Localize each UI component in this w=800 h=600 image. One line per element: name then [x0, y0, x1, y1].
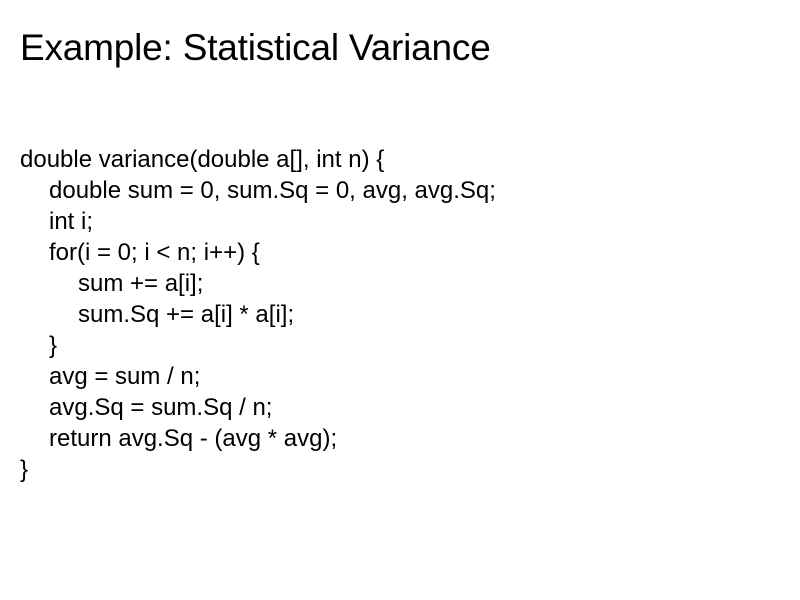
- code-line-declarations: double sum = 0, sum.Sq = 0, avg, avg.Sq;: [49, 177, 496, 204]
- code-line-sumsq-accumulate: sum.Sq += a[i] * a[i];: [78, 301, 295, 328]
- code-line-function-close: }: [20, 456, 29, 483]
- code-line-avgsq: avg.Sq = sum.Sq / n;: [49, 394, 273, 421]
- code-line-return: return avg.Sq - (avg * avg);: [49, 425, 338, 452]
- code-block: [20, 144, 496, 485]
- code-line-loop-variable: int i;: [49, 208, 94, 235]
- code-line-for-header: for(i = 0; i < n; i++) {: [49, 239, 260, 266]
- code-line-sum-accumulate: sum += a[i];: [78, 270, 204, 297]
- code-line-for-close: }: [49, 332, 58, 359]
- code-line-avg: avg = sum / n;: [49, 363, 201, 390]
- code-line-function-signature: double variance(double a[], int n) {: [20, 146, 385, 173]
- slide-title: Example: Statistical Variance: [20, 27, 491, 68]
